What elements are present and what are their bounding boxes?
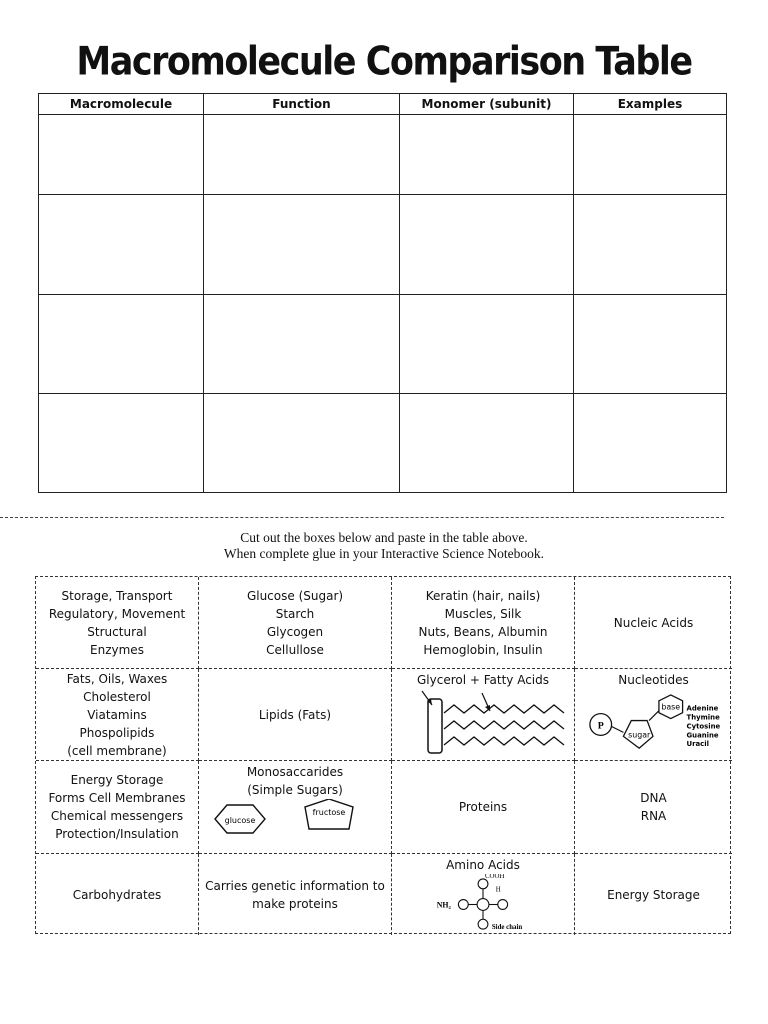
central-carbon-icon: [477, 899, 489, 911]
card-text: Keratin (hair, nails): [425, 588, 541, 603]
table-row: [39, 195, 727, 295]
card-text: Storage, Transport: [61, 588, 173, 603]
card-text: Protection/Insulation: [55, 827, 179, 841]
card-text: Glycerol + Fatty Acids: [416, 673, 550, 687]
card-text: Amino Acids: [446, 858, 520, 872]
card-protein-examples[interactable]: [392, 577, 575, 669]
blank-cell[interactable]: [574, 295, 727, 394]
nucleotide-diagram: [575, 689, 732, 760]
card-text: Energy Storage: [70, 773, 164, 787]
card-lipids[interactable]: [199, 669, 392, 761]
bond-line: [649, 711, 659, 721]
fatty-acid-chain-icon: [444, 705, 564, 713]
card-text: Fats, Oils, Waxes: [66, 671, 168, 686]
cut-line-divider: [0, 517, 724, 518]
card-text: Phospolipids: [79, 725, 155, 740]
card-text: Chemical messengers: [50, 809, 184, 823]
sugar-label: sugar: [628, 730, 651, 740]
card-carb-examples[interactable]: [199, 577, 392, 669]
atom-icon: [458, 900, 468, 910]
carboxyl-label: COOH: [484, 874, 504, 880]
atom-icon: [478, 919, 488, 929]
card-glycerol-fatty-acids[interactable]: [392, 669, 575, 761]
card-text: Glycogen: [266, 624, 324, 639]
card-text: Enzymes: [90, 642, 144, 657]
blank-cell[interactable]: [400, 394, 574, 493]
card-text: Starch: [275, 606, 315, 621]
card-protein-functions[interactable]: [36, 577, 199, 669]
card-dna-rna[interactable]: [575, 761, 732, 854]
table-row: [39, 295, 727, 394]
card-text: Regulatory, Movement: [48, 606, 186, 621]
header-monomer: Monomer (subunit): [400, 94, 574, 115]
base-name: Thymine: [686, 713, 720, 722]
cutout-cards-grid: [35, 576, 731, 934]
header-examples: Examples: [574, 94, 727, 115]
blank-cell[interactable]: [574, 394, 727, 493]
fatty-acid-chain-icon: [444, 737, 564, 745]
header-macromolecule: Macromolecule: [39, 94, 204, 115]
card-monosaccharides[interactable]: [199, 761, 392, 854]
card-text: RNA: [640, 809, 667, 823]
blank-cell[interactable]: [204, 394, 400, 493]
card-text: Hemoglobin, Insulin: [423, 642, 543, 657]
fatty-acid-chain-icon: [444, 721, 564, 729]
card-text: DNA: [640, 791, 667, 805]
amino-acid-diagram: [392, 874, 575, 935]
amine-label: NH₂: [436, 900, 451, 910]
blank-cell[interactable]: [400, 295, 574, 394]
table-row: [39, 115, 727, 195]
instruction-line-1: Cut out the boxes below and paste in the table above.: [240, 530, 528, 545]
atom-icon: [478, 879, 488, 889]
card-text: make proteins: [252, 896, 338, 911]
card-text: Energy Storage: [607, 887, 700, 902]
table-row: [39, 394, 727, 493]
blank-cell[interactable]: [400, 195, 574, 295]
atom-icon: [497, 900, 507, 910]
card-nucleotides[interactable]: [575, 669, 732, 761]
header-function: Function: [204, 94, 400, 115]
card-energy-storage[interactable]: [575, 854, 732, 935]
glycerol-backbone-icon: [428, 699, 442, 753]
card-text: Nucleotides: [618, 673, 689, 687]
blank-cell[interactable]: [574, 195, 727, 295]
hydrogen-label: H: [495, 886, 501, 894]
blank-cell[interactable]: [39, 195, 204, 295]
side-chain-label: Side chain: [491, 924, 522, 932]
card-nucleic-function[interactable]: [199, 854, 392, 935]
card-text: Cholesterol: [83, 689, 151, 704]
page-title: Macromolecule Comparison Table: [76, 40, 692, 85]
table-header-row: [39, 94, 727, 115]
base-label: base: [661, 702, 681, 712]
instruction-line-2: When complete glue in your Interactive Science Notebook.: [223, 546, 545, 561]
card-text: Carries genetic information to: [205, 878, 385, 893]
card-lipid-examples[interactable]: [36, 669, 199, 761]
card-text: Glucose (Sugar): [246, 588, 344, 603]
card-text: Nuts, Beans, Albumin: [418, 624, 548, 639]
card-text: (Simple Sugars): [247, 783, 343, 797]
card-amino-acids[interactable]: [392, 854, 575, 935]
card-text: Forms Cell Membranes: [48, 791, 186, 805]
glucose-label: glucose: [224, 816, 255, 825]
card-proteins[interactable]: [392, 761, 575, 854]
bond-line: [612, 726, 624, 732]
card-carbohydrates[interactable]: [36, 854, 199, 935]
card-text: Viatamins: [87, 707, 147, 722]
fructose-label: fructose: [312, 808, 345, 817]
blank-cell[interactable]: [204, 295, 400, 394]
card-text: Structural: [87, 624, 147, 639]
card-lipid-functions[interactable]: [36, 761, 199, 854]
base-name: Guanine: [686, 731, 719, 740]
card-text: Muscles, Silk: [444, 606, 522, 621]
base-name: Adenine: [686, 704, 719, 713]
fatty-acid-diagram: [392, 689, 575, 759]
card-text: Nucleic Acids: [613, 615, 694, 630]
card-text: Carbohydrates: [72, 887, 162, 902]
blank-cell[interactable]: [400, 115, 574, 195]
card-text: Lipids (Fats): [258, 707, 332, 722]
blank-cell[interactable]: [204, 115, 400, 195]
blank-cell[interactable]: [204, 195, 400, 295]
blank-cell[interactable]: [39, 295, 204, 394]
card-nucleic-acids[interactable]: [575, 577, 732, 669]
phosphate-label: P: [597, 720, 604, 732]
simple-sugars-diagram: [199, 799, 392, 849]
blank-cell[interactable]: [39, 394, 204, 493]
base-name: Uracil: [686, 740, 709, 749]
card-text: Monosaccarides: [246, 765, 344, 779]
card-text: (cell membrane): [67, 743, 167, 758]
card-text: Cellullose: [266, 642, 324, 657]
base-name: Cytosine: [686, 722, 721, 731]
card-text: Proteins: [458, 800, 508, 814]
blank-cell[interactable]: [574, 115, 727, 195]
comparison-table: [38, 93, 727, 493]
blank-cell[interactable]: [39, 115, 204, 195]
